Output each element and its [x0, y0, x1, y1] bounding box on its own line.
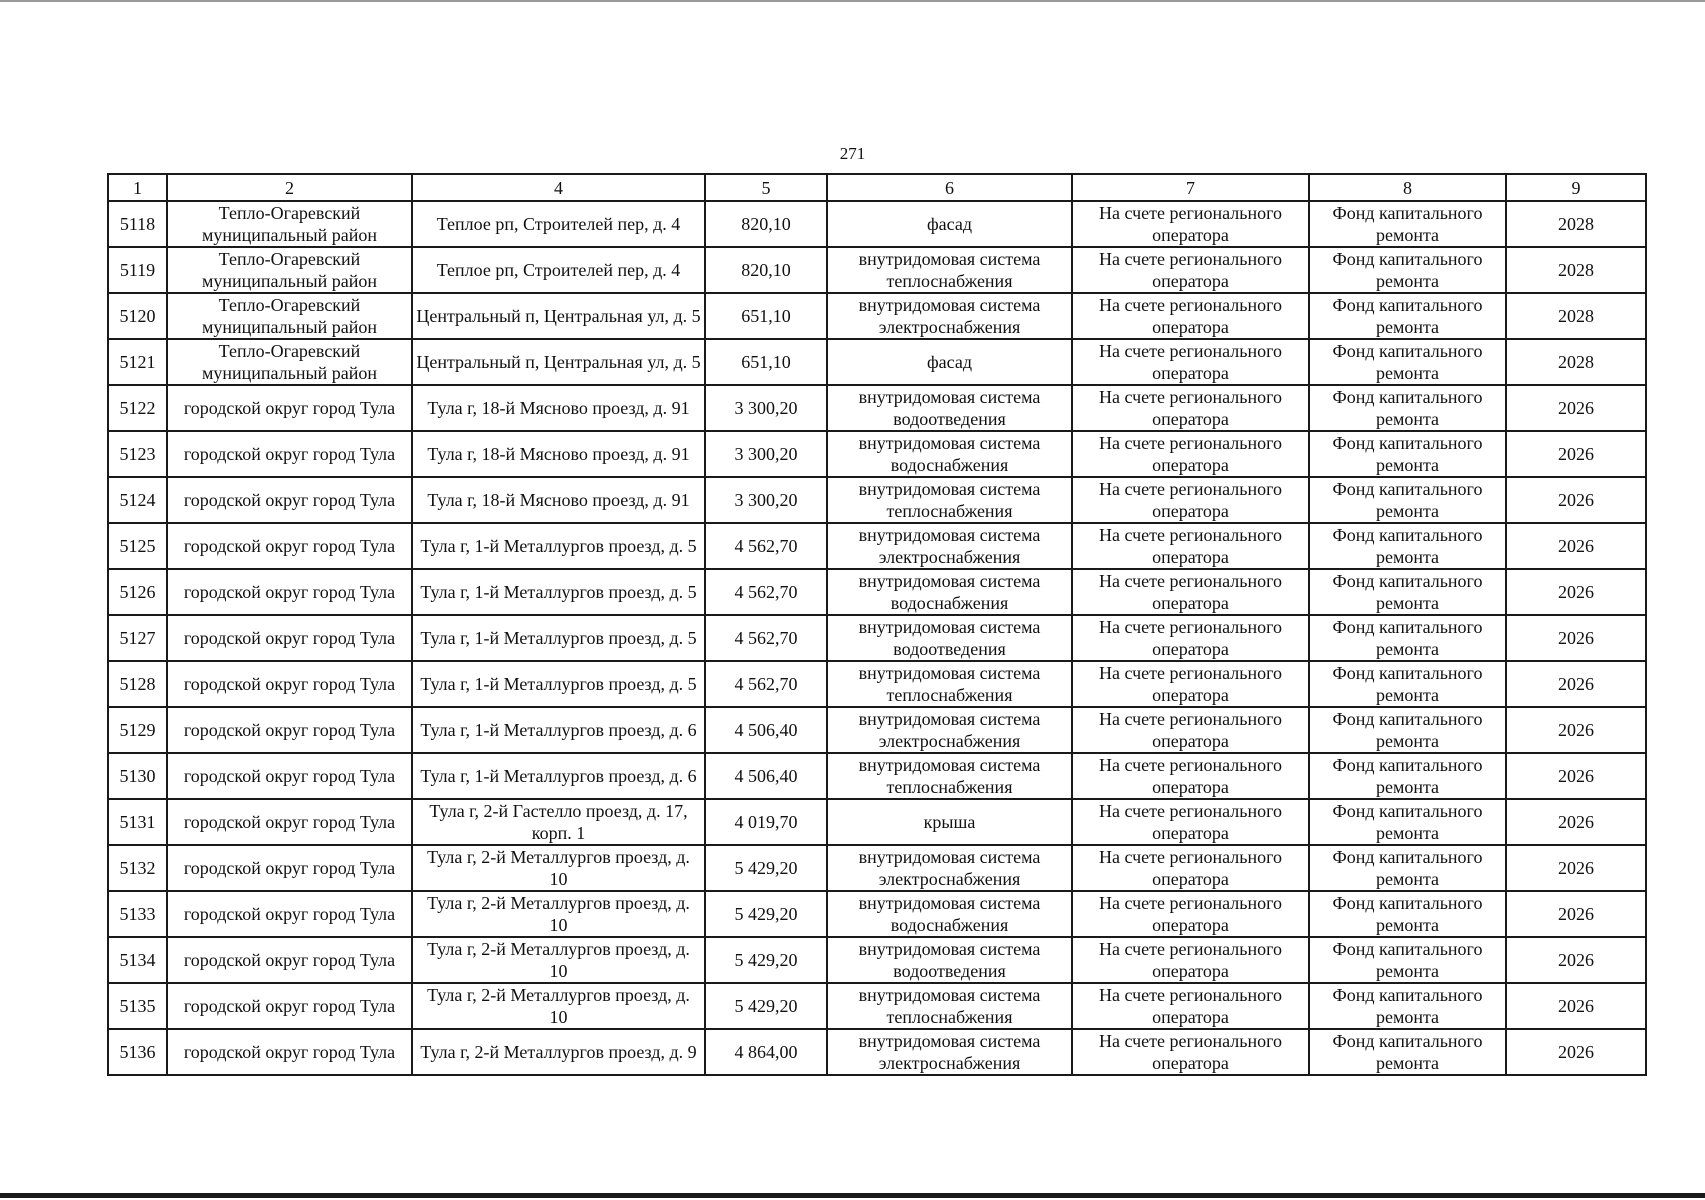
table-row [108, 983, 1646, 1029]
repair-work: фасад [827, 339, 1072, 385]
funding-source: Фонд капитального ремонта [1309, 1029, 1506, 1075]
table-row [108, 615, 1646, 661]
header-col-5: 5 [705, 174, 827, 201]
repair-work: внутридомовая система теплоснабжения [827, 247, 1072, 293]
repair-work: внутридомовая система теплоснабжения [827, 983, 1072, 1029]
repair-work: внутридомовая система электроснабжения [827, 707, 1072, 753]
table-row [108, 937, 1646, 983]
fund-account: На счете регионального оператора [1072, 523, 1309, 569]
table-row [108, 799, 1646, 845]
fund-account: На счете регионального оператора [1072, 477, 1309, 523]
row-number: 5131 [108, 799, 167, 845]
address: Тула г, 1-й Металлургов проезд, д. 5 [412, 615, 705, 661]
fund-account: На счете регионального оператора [1072, 569, 1309, 615]
address: Тула г, 1-й Металлургов проезд, д. 5 [412, 523, 705, 569]
area: 4 019,70 [705, 799, 827, 845]
table-row [108, 431, 1646, 477]
planned-year: 2026 [1506, 431, 1646, 477]
area: 4 864,00 [705, 1029, 827, 1075]
funding-source: Фонд капитального ремонта [1309, 293, 1506, 339]
planned-year: 2026 [1506, 661, 1646, 707]
repair-work: внутридомовая система электроснабжения [827, 293, 1072, 339]
planned-year: 2026 [1506, 615, 1646, 661]
table-row [108, 661, 1646, 707]
table-row [108, 1029, 1646, 1075]
municipality: городской округ город Тула [167, 707, 412, 753]
fund-account: На счете регионального оператора [1072, 753, 1309, 799]
planned-year: 2026 [1506, 1029, 1646, 1075]
planned-year: 2028 [1506, 247, 1646, 293]
row-number: 5120 [108, 293, 167, 339]
address: Тула г, 1-й Металлургов проезд, д. 6 [412, 707, 705, 753]
fund-account: На счете регионального оператора [1072, 339, 1309, 385]
row-number: 5123 [108, 431, 167, 477]
row-number: 5132 [108, 845, 167, 891]
fund-account: На счете регионального оператора [1072, 707, 1309, 753]
row-number: 5129 [108, 707, 167, 753]
area: 4 506,40 [705, 753, 827, 799]
repair-work: внутридомовая система водоснабжения [827, 569, 1072, 615]
row-number: 5125 [108, 523, 167, 569]
address: Теплое рп, Строителей пер, д. 4 [412, 247, 705, 293]
row-number: 5127 [108, 615, 167, 661]
fund-account: На счете регионального оператора [1072, 247, 1309, 293]
repair-work: внутридомовая система теплоснабжения [827, 753, 1072, 799]
funding-source: Фонд капитального ремонта [1309, 477, 1506, 523]
municipality: Тепло-Огаревский муниципальный район [167, 201, 412, 247]
municipality: городской округ город Тула [167, 799, 412, 845]
funding-source: Фонд капитального ремонта [1309, 339, 1506, 385]
planned-year: 2026 [1506, 937, 1646, 983]
planned-year: 2026 [1506, 891, 1646, 937]
funding-source: Фонд капитального ремонта [1309, 247, 1506, 293]
planned-year: 2026 [1506, 799, 1646, 845]
funding-source: Фонд капитального ремонта [1309, 891, 1506, 937]
capital-repair-table [107, 173, 1647, 1076]
municipality: городской округ город Тула [167, 891, 412, 937]
address: Тула г, 2-й Металлургов проезд, д. 10 [412, 937, 705, 983]
table-body [108, 201, 1646, 1075]
table-row [108, 523, 1646, 569]
table-row [108, 845, 1646, 891]
row-number: 5128 [108, 661, 167, 707]
header-col-1: 1 [108, 174, 167, 201]
repair-work: внутридомовая система электроснабжения [827, 845, 1072, 891]
municipality: Тепло-Огаревский муниципальный район [167, 247, 412, 293]
row-number: 5118 [108, 201, 167, 247]
address: Тула г, 2-й Металлургов проезд, д. 10 [412, 983, 705, 1029]
municipality: Тепло-Огаревский муниципальный район [167, 293, 412, 339]
area: 5 429,20 [705, 891, 827, 937]
repair-work: внутридомовая система теплоснабжения [827, 477, 1072, 523]
area: 4 506,40 [705, 707, 827, 753]
planned-year: 2026 [1506, 707, 1646, 753]
municipality: городской округ город Тула [167, 385, 412, 431]
address: Тула г, 2-й Металлургов проезд, д. 10 [412, 891, 705, 937]
table-row [108, 293, 1646, 339]
fund-account: На счете регионального оператора [1072, 937, 1309, 983]
address: Тула г, 18-й Мясново проезд, д. 91 [412, 431, 705, 477]
scan-top-edge [0, 0, 1705, 2]
address: Центральный п, Центральная ул, д. 5 [412, 339, 705, 385]
area: 5 429,20 [705, 845, 827, 891]
row-number: 5135 [108, 983, 167, 1029]
fund-account: На счете регионального оператора [1072, 799, 1309, 845]
area: 651,10 [705, 339, 827, 385]
area: 651,10 [705, 293, 827, 339]
fund-account: На счете регионального оператора [1072, 1029, 1309, 1075]
funding-source: Фонд капитального ремонта [1309, 615, 1506, 661]
repair-work: фасад [827, 201, 1072, 247]
area: 3 300,20 [705, 431, 827, 477]
planned-year: 2026 [1506, 477, 1646, 523]
fund-account: На счете регионального оператора [1072, 385, 1309, 431]
repair-work: крыша [827, 799, 1072, 845]
address: Тула г, 2-й Металлургов проезд, д. 9 [412, 1029, 705, 1075]
municipality: Тепло-Огаревский муниципальный район [167, 339, 412, 385]
address: Тула г, 18-й Мясново проезд, д. 91 [412, 477, 705, 523]
area: 820,10 [705, 247, 827, 293]
table-row [108, 385, 1646, 431]
row-number: 5122 [108, 385, 167, 431]
fund-account: На счете регионального оператора [1072, 201, 1309, 247]
row-number: 5136 [108, 1029, 167, 1075]
planned-year: 2026 [1506, 753, 1646, 799]
address: Тула г, 1-й Металлургов проезд, д. 5 [412, 661, 705, 707]
row-number: 5124 [108, 477, 167, 523]
repair-work: внутридомовая система водоотведения [827, 615, 1072, 661]
funding-source: Фонд капитального ремонта [1309, 661, 1506, 707]
municipality: городской округ город Тула [167, 983, 412, 1029]
fund-account: На счете регионального оператора [1072, 293, 1309, 339]
table-row [108, 753, 1646, 799]
planned-year: 2028 [1506, 201, 1646, 247]
municipality: городской округ город Тула [167, 1029, 412, 1075]
funding-source: Фонд капитального ремонта [1309, 385, 1506, 431]
repair-work: внутридомовая система водоотведения [827, 937, 1072, 983]
planned-year: 2026 [1506, 523, 1646, 569]
area: 4 562,70 [705, 569, 827, 615]
table-row [108, 707, 1646, 753]
municipality: городской округ город Тула [167, 937, 412, 983]
header-col-4: 4 [412, 174, 705, 201]
municipality: городской округ город Тула [167, 615, 412, 661]
row-number: 5126 [108, 569, 167, 615]
address: Центральный п, Центральная ул, д. 5 [412, 293, 705, 339]
funding-source: Фонд капитального ремонта [1309, 523, 1506, 569]
row-number: 5133 [108, 891, 167, 937]
fund-account: На счете регионального оператора [1072, 845, 1309, 891]
address: Тула г, 1-й Металлургов проезд, д. 5 [412, 569, 705, 615]
funding-source: Фонд капитального ремонта [1309, 707, 1506, 753]
header-col-6: 6 [827, 174, 1072, 201]
repair-work: внутридомовая система теплоснабжения [827, 661, 1072, 707]
municipality: городской округ город Тула [167, 569, 412, 615]
fund-account: На счете регионального оператора [1072, 983, 1309, 1029]
planned-year: 2028 [1506, 293, 1646, 339]
header-col-2: 2 [167, 174, 412, 201]
header-row [108, 174, 1646, 201]
row-number: 5130 [108, 753, 167, 799]
repair-work: внутридомовая система водоотведения [827, 385, 1072, 431]
header-col-9: 9 [1506, 174, 1646, 201]
page-number: 271 [839, 144, 866, 163]
funding-source: Фонд капитального ремонта [1309, 569, 1506, 615]
funding-source: Фонд капитального ремонта [1309, 201, 1506, 247]
area: 820,10 [705, 201, 827, 247]
header-col-8: 8 [1309, 174, 1506, 201]
table-row [108, 247, 1646, 293]
planned-year: 2028 [1506, 339, 1646, 385]
address: Теплое рп, Строителей пер, д. 4 [412, 201, 705, 247]
address: Тула г, 2-й Металлургов проезд, д. 10 [412, 845, 705, 891]
row-number: 5134 [108, 937, 167, 983]
municipality: городской округ город Тула [167, 523, 412, 569]
table-row [108, 569, 1646, 615]
scan-bottom-edge [0, 1193, 1705, 1198]
municipality: городской округ город Тула [167, 661, 412, 707]
address: Тула г, 2-й Гастелло проезд, д. 17, корп. 1 [412, 799, 705, 845]
header-col-7: 7 [1072, 174, 1309, 201]
planned-year: 2026 [1506, 569, 1646, 615]
municipality: городской округ город Тула [167, 845, 412, 891]
funding-source: Фонд капитального ремонта [1309, 937, 1506, 983]
funding-source: Фонд капитального ремонта [1309, 799, 1506, 845]
municipality: городской округ город Тула [167, 753, 412, 799]
planned-year: 2026 [1506, 385, 1646, 431]
table-row [108, 477, 1646, 523]
planned-year: 2026 [1506, 983, 1646, 1029]
area: 3 300,20 [705, 385, 827, 431]
municipality: городской округ город Тула [167, 431, 412, 477]
row-number: 5121 [108, 339, 167, 385]
planned-year: 2026 [1506, 845, 1646, 891]
fund-account: На счете регионального оператора [1072, 615, 1309, 661]
area: 4 562,70 [705, 661, 827, 707]
area: 4 562,70 [705, 523, 827, 569]
address: Тула г, 1-й Металлургов проезд, д. 6 [412, 753, 705, 799]
municipality: городской округ город Тула [167, 477, 412, 523]
table-row [108, 339, 1646, 385]
funding-source: Фонд капитального ремонта [1309, 845, 1506, 891]
area: 3 300,20 [705, 477, 827, 523]
area: 5 429,20 [705, 983, 827, 1029]
row-number: 5119 [108, 247, 167, 293]
fund-account: На счете регионального оператора [1072, 431, 1309, 477]
repair-work: внутридомовая система водоснабжения [827, 891, 1072, 937]
fund-account: На счете регионального оператора [1072, 661, 1309, 707]
funding-source: Фонд капитального ремонта [1309, 983, 1506, 1029]
repair-work: внутридомовая система водоснабжения [827, 431, 1072, 477]
table-row [108, 201, 1646, 247]
funding-source: Фонд капитального ремонта [1309, 431, 1506, 477]
repair-work: внутридомовая система электроснабжения [827, 1029, 1072, 1075]
area: 5 429,20 [705, 937, 827, 983]
fund-account: На счете регионального оператора [1072, 891, 1309, 937]
address: Тула г, 18-й Мясново проезд, д. 91 [412, 385, 705, 431]
funding-source: Фонд капитального ремонта [1309, 753, 1506, 799]
repair-work: внутридомовая система электроснабжения [827, 523, 1072, 569]
area: 4 562,70 [705, 615, 827, 661]
table-row [108, 891, 1646, 937]
